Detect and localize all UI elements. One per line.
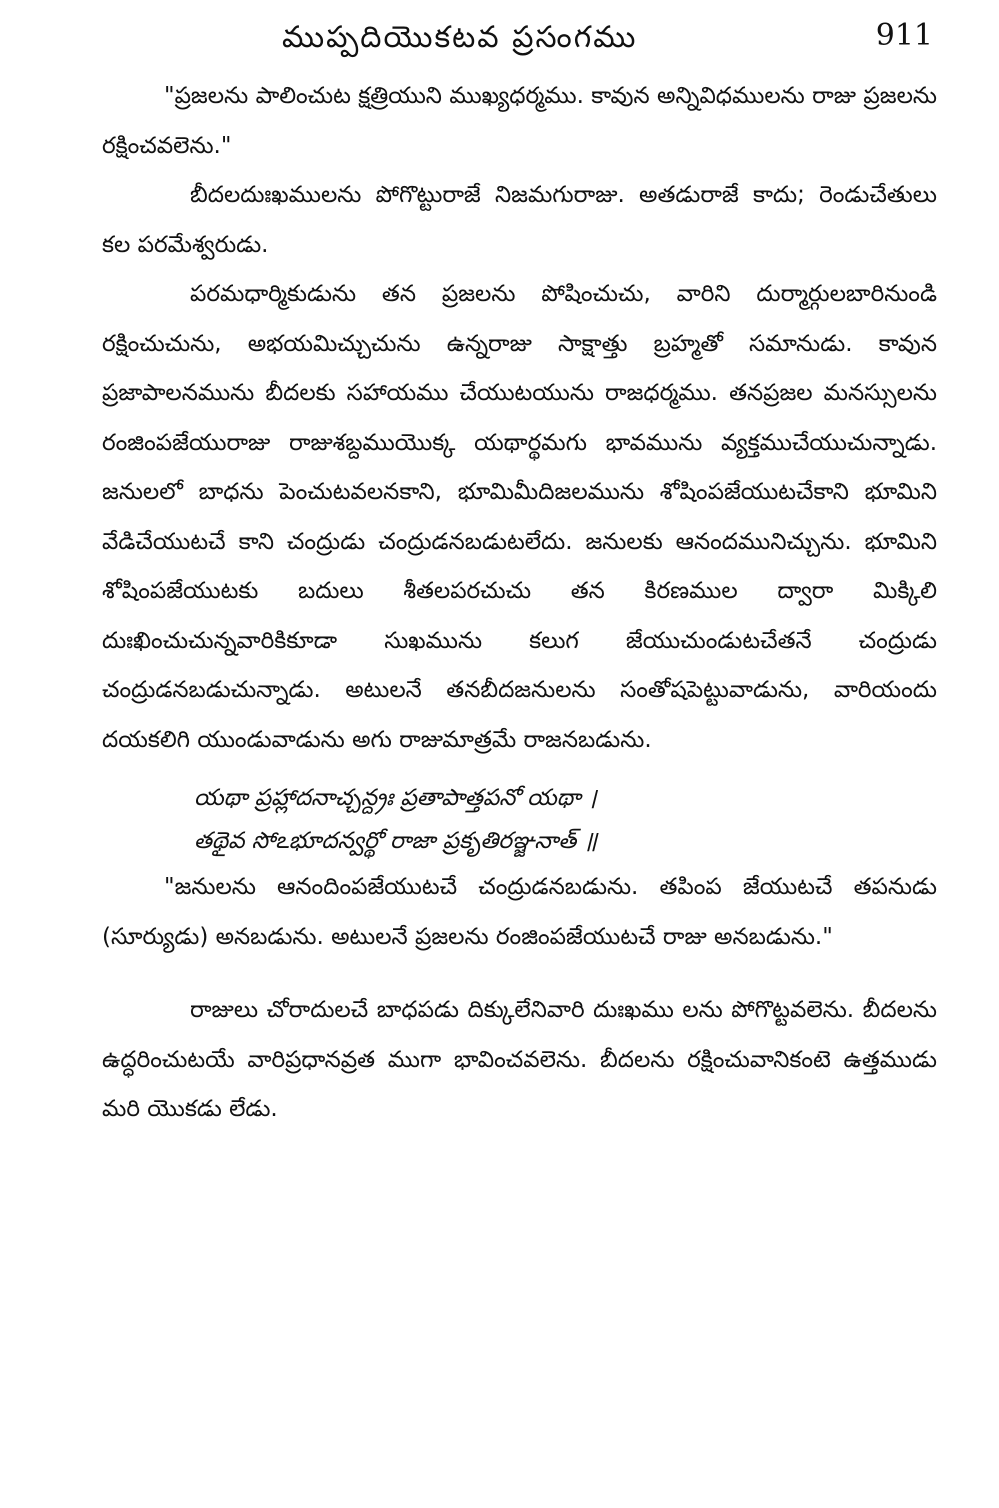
paragraph-gap: [102, 962, 937, 986]
paragraph-quote-1: "ప్రజలను పాలించుట క్షత్రియుని ముఖ్యధర్మము. కావున అన్నివిధములను రాజు ప్రజలను రక్షించవలెను.": [102, 83, 937, 159]
verse-line-1: యథా ప్రహ్లాదనాచ్చన్ద్రః ప్రతాపాత్తపనో యథా ।: [194, 785, 597, 811]
page-body: [102, 72, 937, 1135]
page-number: 911: [875, 18, 933, 53]
paragraph-quote-4: "జనులను ఆనందింపజేయుటచే చంద్రుడనబడును. తపింప జేయుటచే తపనుడు (సూర్యుడు) అనబడును. అటులనే ప్రజలను రంజింపజేయుటచే రాజు అనబడును.": [102, 874, 937, 950]
verse-line-2: తథైవ సోఽభూదన్వర్థో రాజా ప్రకృతిరఞ్జనాత్ ॥: [194, 828, 598, 854]
paragraph-3: పరమధార్మికుడును తన ప్రజలను పోషించుచు, వారిని దుర్మార్గులబారినుండి రక్షించుచును, అభయమిచ్చుచును ఉన్నరాజు సాక్షాత్తు బ్రహ్మతో సమానుడు. కావున ప్రజాపాలనమును బీదలకు సహాయము చేయుటయును రాజధర్మము. తనప్రజల మనస్సులను రంజింపజేయురాజు రాజుశబ్దముయొక్క యథార్థమగు భావమును వ్యక్తముచేయుచున్నాడు. జనులలో బాధను పెంచుటవలనకాని, భూమిమీదిజలమును శోషింపజేయుటచేకాని భూమిని వేడిచేయుటచే కాని చంద్రుడు చంద్రుడనబడుటలేదు. జనులకు ఆనందమునిచ్చును. భూమిని శోషింపజేయుటకు బదులు శీతలపరచుచు తన కిరణముల ద్వారా మిక్కిలి దుఃఖించుచున్నవారికికూడా సుఖమును కలుగ జేయుచుండుటచేతనే చంద్రుడు చంద్రుడనబడుచున్నాడు. అటులనే తనబీదజనులను సంతోషపెట్టువాడును, వారియందు దయకలిగి యుండువాడును అగు రాజుమాత్రమే రాజనబడును.: [102, 281, 937, 753]
paragraph-5: రాజులు చోరాదులచే బాధపడు దిక్కులేనివారి దుఃఖము లను పోగొట్టవలెను. బీదలను ఉద్ధరించుటయే వారిప్రధానవ్రత ముగా భావించవలెను. బీదలను రక్షించువానికంటె ఉత్తముడు మరి యొకడు లేడు.: [102, 997, 937, 1122]
sanskrit-verse: [194, 777, 937, 863]
page-header: [102, 8, 937, 72]
paragraph-2: బీదలదుఃఖములను పోగొట్టురాజే నిజమగురాజు. అతడురాజే కాదు; రెండుచేతులు కల పరమేశ్వరుడు.: [102, 182, 937, 258]
running-title: ముప్పదియొకటవ ప్రసంగము: [282, 20, 638, 55]
